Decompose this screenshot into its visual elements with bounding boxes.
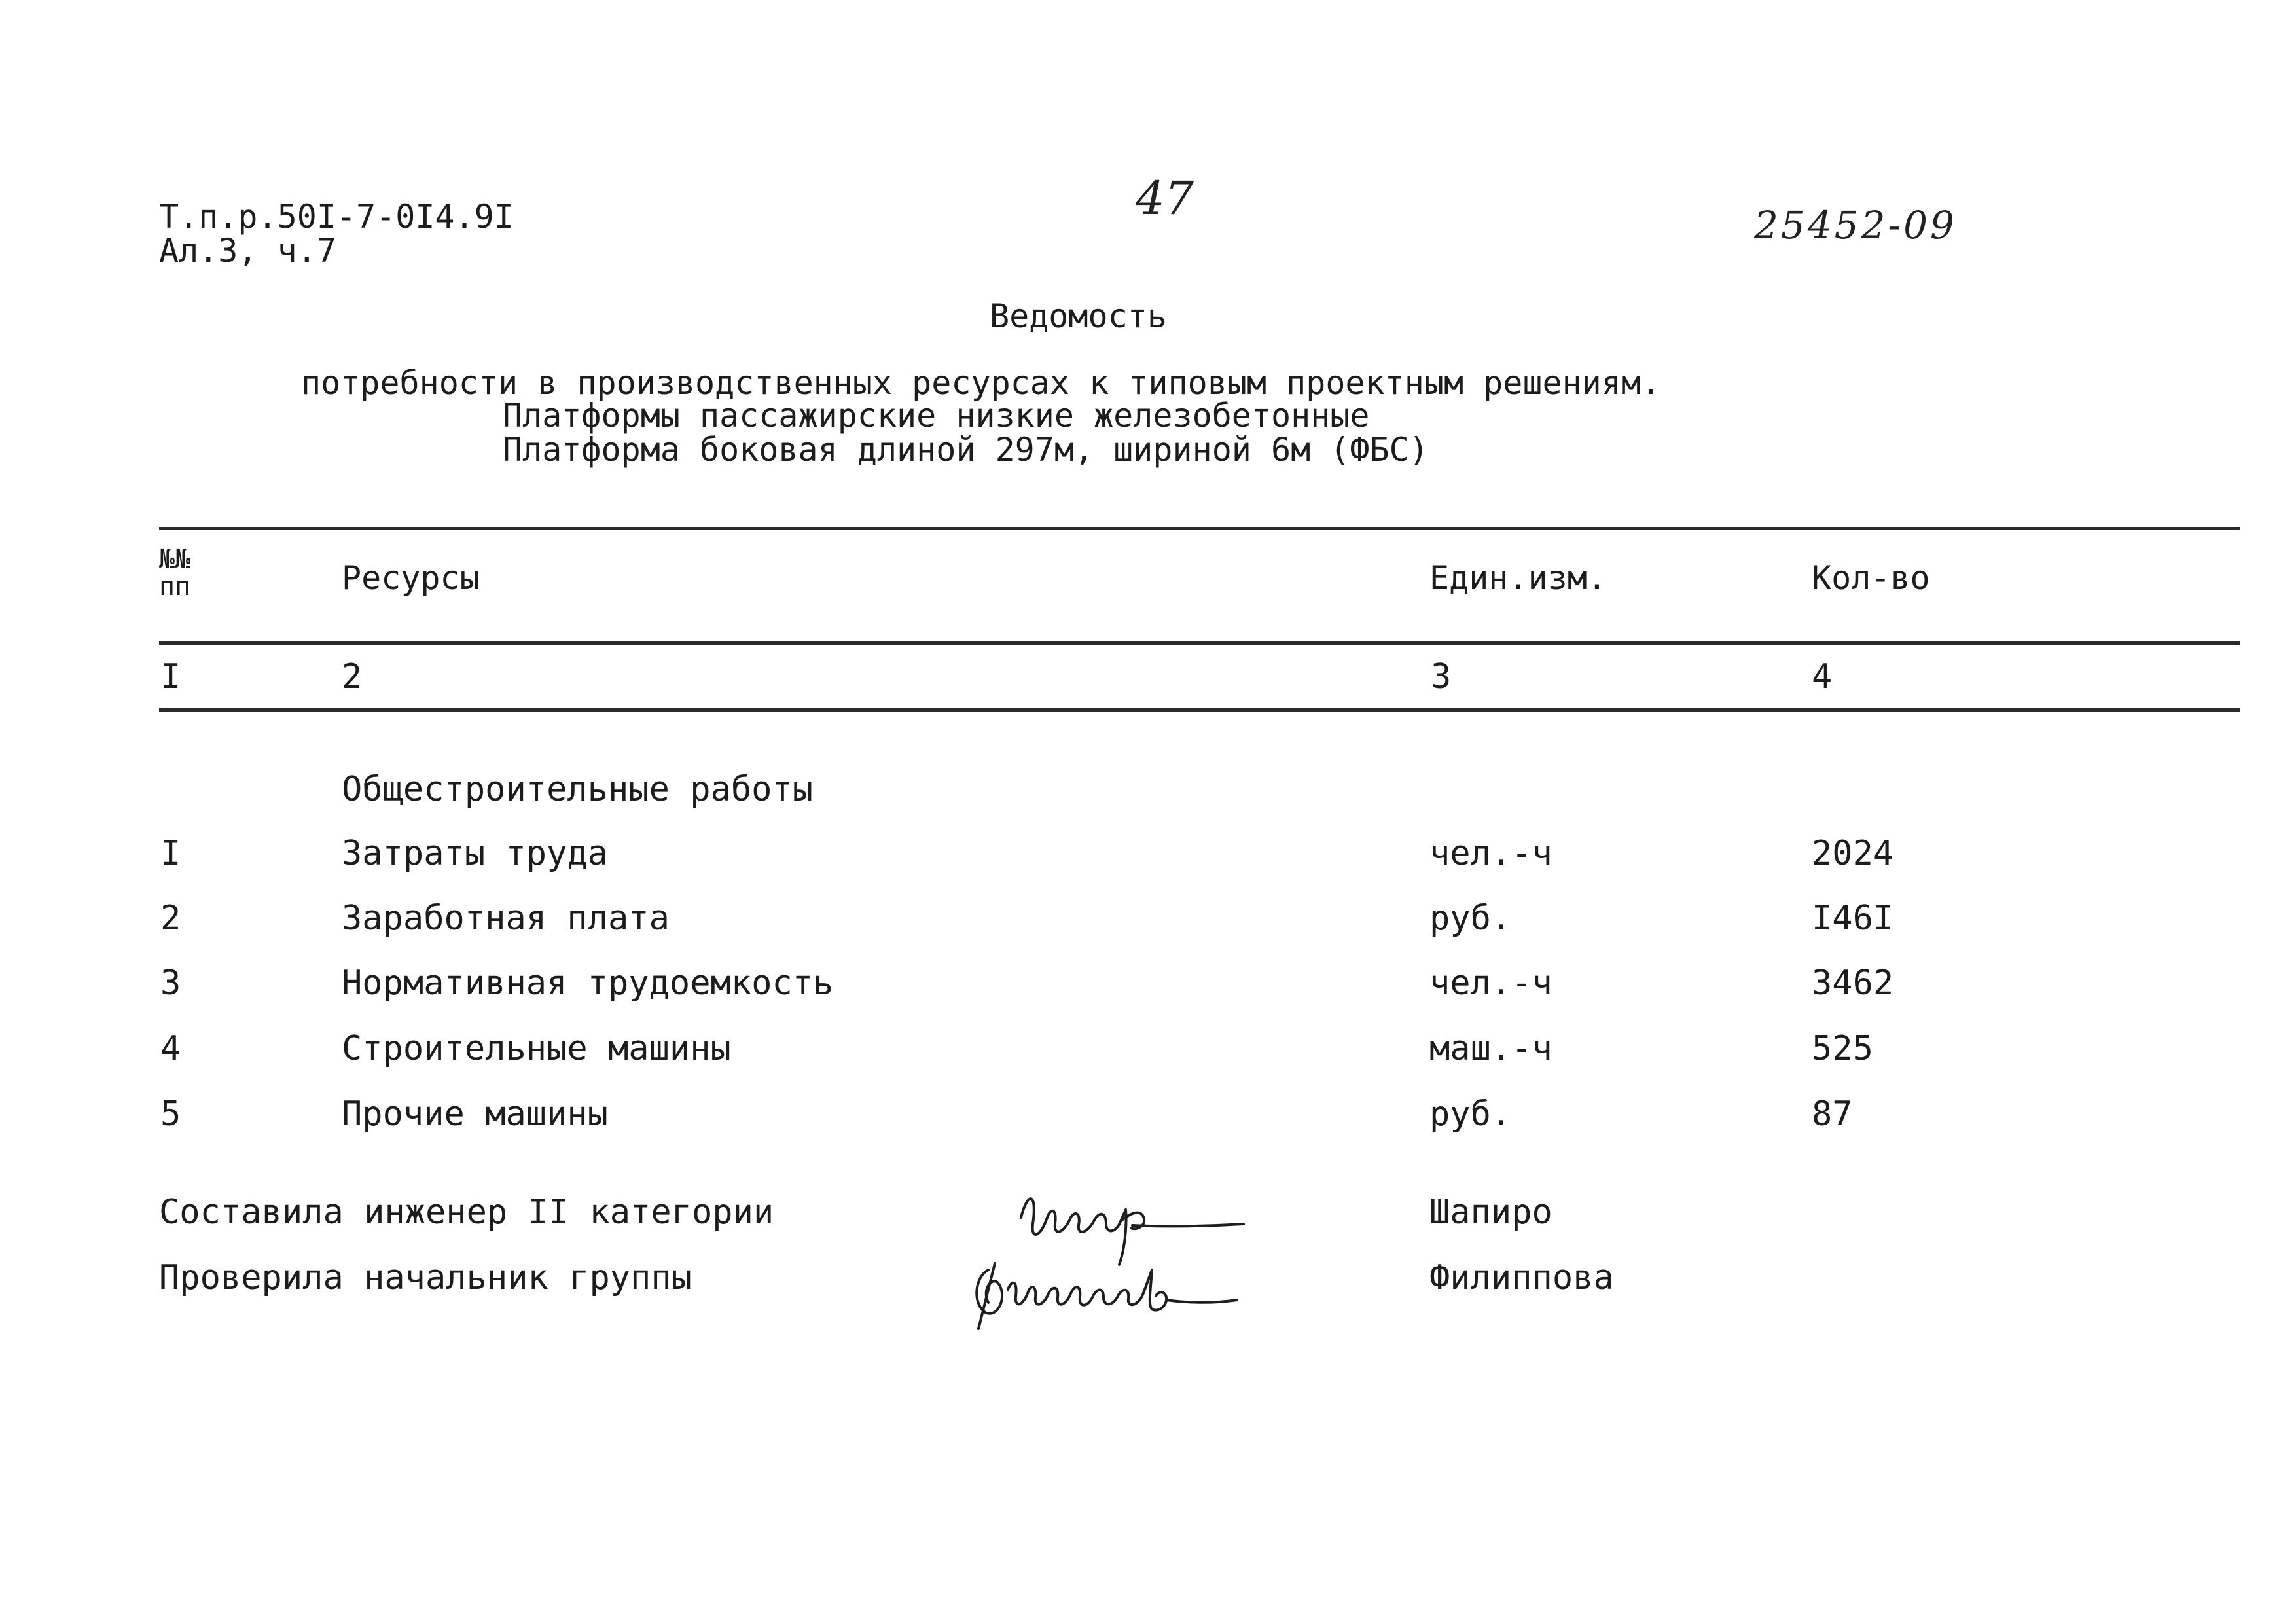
row-num: 2 [160,899,181,938]
project-code: Т.п.р.50I-7-0I4.9I [159,198,514,236]
document-number: 25452-09 [1754,203,1957,247]
row-resource: Строительные машины [342,1029,731,1068]
row-num: 4 [160,1029,181,1068]
page-number: 47 [1136,171,1194,225]
row-unit: чел.-ч [1429,834,1552,873]
album-reference: Ал.3, ч.7 [159,232,336,270]
header-quantity: Кол-во [1812,559,1930,597]
checked-by-label: Проверила начальник группы [159,1258,692,1297]
header-resources: Ресурсы [342,559,480,597]
header-unit: Един.изм. [1429,559,1607,597]
table-top-rule [159,527,2240,530]
row-unit: руб. [1429,1094,1512,1134]
header-num-line-1: №№ [159,544,191,574]
row-qty: I46I [1812,899,1894,938]
row-num: 5 [160,1094,181,1134]
column-numbers-bottom-rule [159,708,2240,712]
row-num: I [160,834,181,873]
compiled-by-label: Составила инженер II категории [159,1193,774,1232]
header-bottom-rule [159,641,2240,645]
column-number-4: 4 [1812,657,1833,696]
column-number-2: 2 [342,657,363,696]
compiled-by-name: Шапиро [1429,1193,1552,1232]
title-line-3: Платформа боковая длиной 297м, шириной 6м (ФБС) [503,431,1429,469]
row-resource: Затраты труда [342,834,608,873]
header-num-line-2: пп [159,571,191,602]
row-qty: 87 [1812,1094,1853,1134]
title-line-1: потребности в производственных ресурсах к типовым проектным решениям. [301,364,1661,402]
title-line-2: Платформы пассажирские низкие железобетонные [503,397,1370,435]
row-qty: 2024 [1812,834,1894,873]
row-unit: маш.-ч [1429,1029,1552,1068]
row-qty: 3462 [1812,964,1894,1003]
section-title: Общестроительные работы [342,770,814,809]
row-resource: Нормативная трудоемкость [342,964,834,1003]
row-num: 3 [160,964,181,1003]
checked-by-name: Филиппова [1429,1258,1614,1297]
row-qty: 525 [1812,1029,1873,1068]
row-resource: Прочие машины [342,1094,608,1134]
row-resource: Заработная плата [342,899,670,938]
document-title: Ведомость [990,297,1167,335]
column-number-1: I [160,657,181,696]
row-unit: чел.-ч [1429,964,1552,1003]
row-unit: руб. [1429,899,1512,938]
signature-filippova [962,1250,1270,1335]
column-number-3: 3 [1431,657,1452,696]
